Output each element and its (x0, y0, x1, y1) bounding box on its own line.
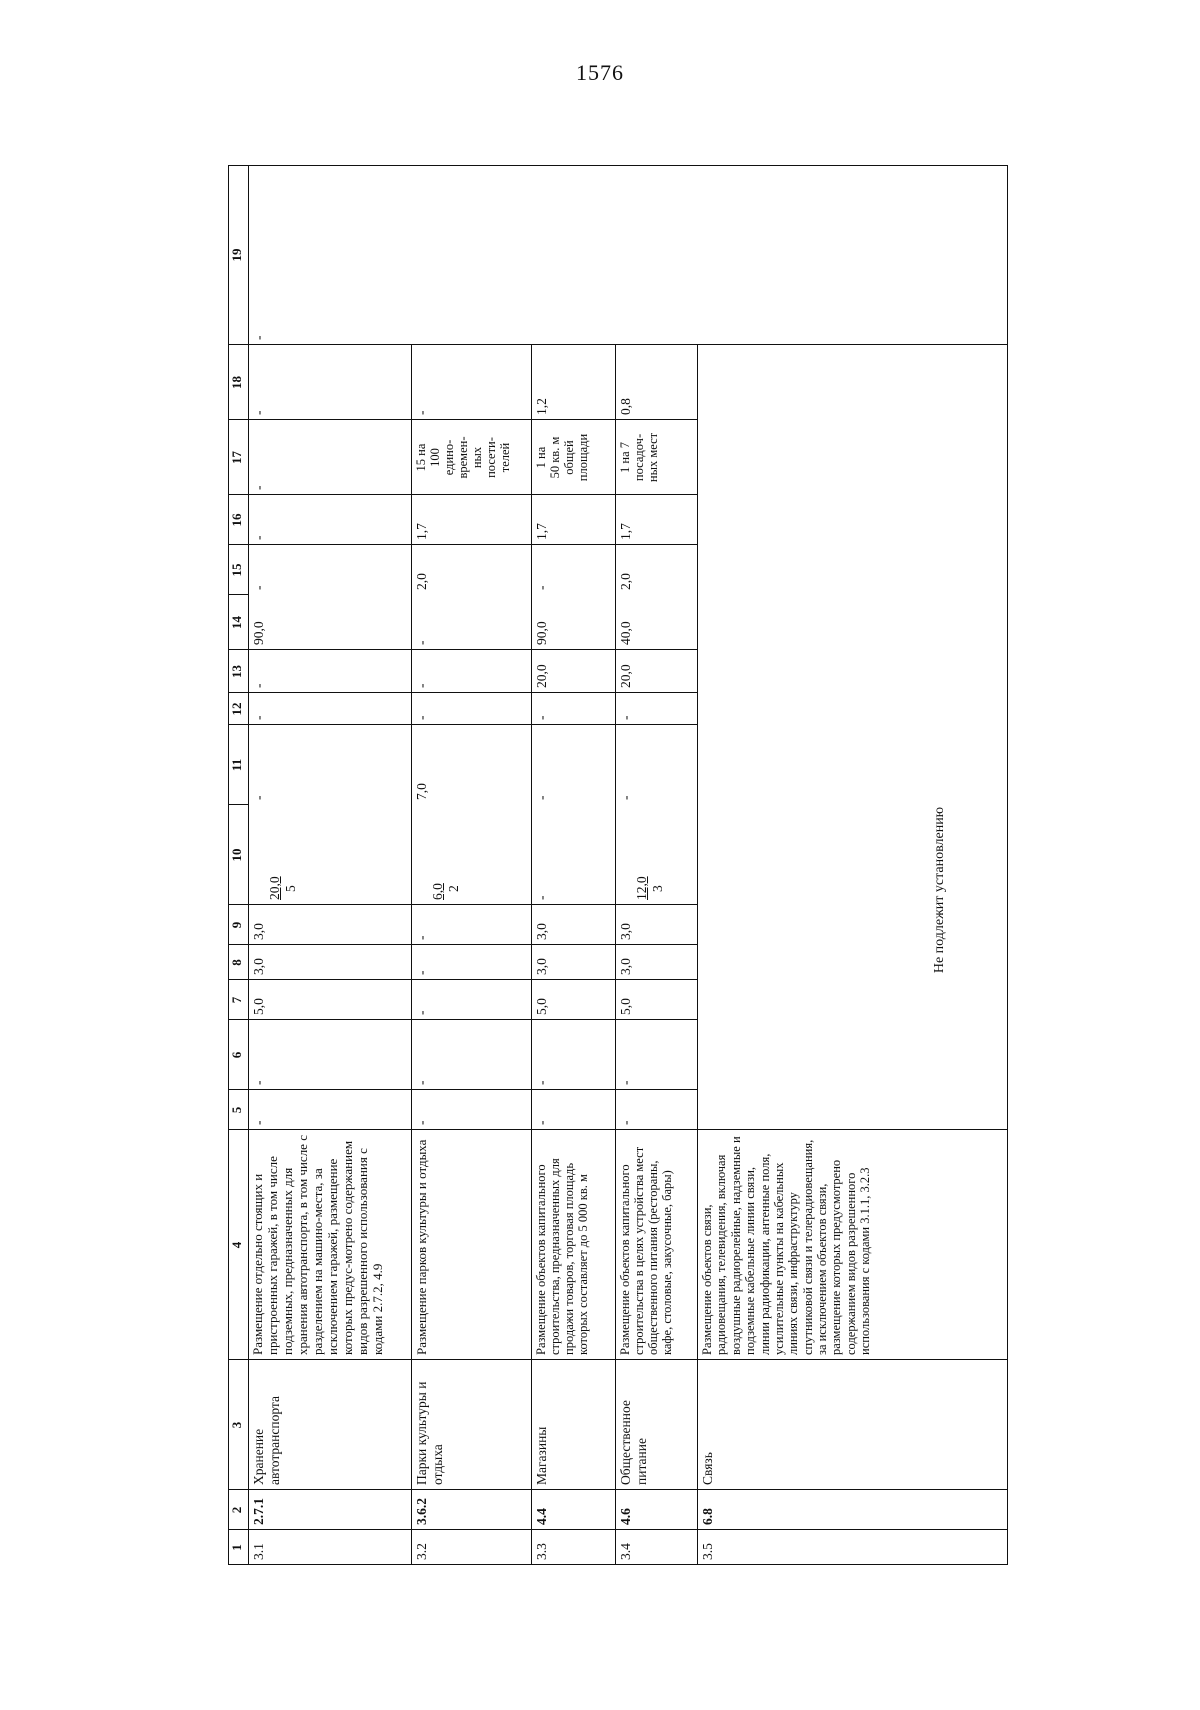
row-3-2-c10-numerator: 6,0 (430, 883, 446, 900)
table-border-right (228, 165, 1008, 166)
page-number: 1576 (576, 60, 624, 85)
row-3-1-c9: 3,0 (251, 923, 266, 940)
row-3-4-c10-numerator: 12,0 (634, 876, 650, 900)
row-3-1-c10 (248, 805, 411, 905)
row-3-3-num: 3.3 (534, 1543, 549, 1560)
header-col-6: 6 (229, 1051, 244, 1059)
row-3-2-c5: - (414, 1120, 429, 1125)
header-col-9: 9 (229, 921, 244, 929)
row-3-1-c7: 5,0 (251, 998, 266, 1015)
col-divider-11 (228, 724, 697, 725)
row-3-4-c9: 3,0 (618, 923, 633, 940)
row-3-3-c16: 1,7 (534, 523, 549, 540)
row-3-4-c10-denominator: 3 (650, 885, 666, 892)
row-3-2-c12: - (414, 715, 429, 720)
row-3-4-c7: 5,0 (618, 998, 633, 1015)
col-divider-12 (228, 692, 697, 693)
row-3-5-merged-note: Не подлежит установлению (932, 806, 947, 974)
row-3-3-c10: - (534, 895, 549, 900)
row-3-1-c18: - (251, 410, 266, 415)
header-col-11: 11 (229, 758, 244, 772)
row-3-1-description: Размещение отдельно стоящих и пристроенных гаражей, в том числе подземных, предназначенных для хранения автотранспорта, в том числе с разделением на машино-места, за исключением гаражей, размещение которых предус-мотрено содержанием видов разрешенного использования с кодами 2.7.2, 4.9 (250, 1135, 385, 1355)
row-3-5-description: Размещение объектов связи, радиовещания, телевидения, включая воздушные радиорелейные, надземные и подземные кабельные линии связи, линии радиофикации, антенные поля, усилительные пункты на кабельных линиях связи, инфраструктуру спутниковой связи и телерадиовещания, за исключением объектов связи, размещение которых предусмотрено содержанием видов разрешенного использования с кодами 3.1.1, 3.2.3 (700, 1136, 873, 1355)
row-divider-3-2 (531, 345, 532, 1565)
header-col-1: 1 (229, 1544, 244, 1551)
row-3-5-num: 3.5 (700, 1543, 715, 1560)
row-3-1-num: 3.1 (251, 1543, 266, 1560)
row-3-4-c11: - (618, 795, 633, 800)
header-col-17: 17 (229, 451, 244, 464)
row-3-3-c8: 3,0 (534, 958, 549, 975)
row-3-3-c11: - (534, 795, 549, 800)
row-3-3-description: Размещение объектов капитального строительства, предназначенных для продажи товаров, торговая площадь которых составляет до 5 000 кв. м (534, 1158, 590, 1355)
col-divider-3 (228, 1359, 1008, 1360)
row-3-3-c6: - (534, 1080, 549, 1085)
row-3-4-num: 3.4 (618, 1543, 633, 1560)
row-3-1-c16: - (251, 535, 266, 540)
col-divider-4 (228, 1129, 1008, 1130)
row-3-4-c12: - (618, 715, 633, 720)
header-col-4: 4 (229, 1241, 244, 1249)
col-divider-2 (228, 1489, 1008, 1490)
row-3-2-c17: 15 на 100 едино- времен- ных посети- телей (414, 436, 512, 479)
col-divider-1 (228, 1529, 1008, 1530)
row-3-1-c10-denominator: 5 (283, 885, 299, 892)
row-3-3-c17: 1 на 50 кв. м общей площади (534, 433, 590, 482)
row-3-3-c13: 20,0 (534, 664, 549, 688)
header-col-12: 12 (229, 702, 244, 716)
row-3-2-c15: 2,0 (414, 573, 429, 590)
row-divider-3-1 (411, 345, 412, 1565)
header-col-18: 18 (229, 376, 244, 389)
header-col-7: 7 (229, 996, 244, 1004)
row-3-4-c14: 40,0 (618, 621, 633, 645)
table-border-left (228, 1564, 1008, 1565)
header-col-16: 16 (229, 513, 244, 527)
col-divider-7 (228, 979, 697, 980)
col-divider-6 (228, 1019, 697, 1020)
col-divider-13 (228, 649, 697, 650)
row-3-1-c13: - (251, 683, 266, 688)
row-3-4-c17: 1 на 7 посадоч- ных мест (618, 432, 660, 483)
col-17-inner-divider-3-2 (531, 420, 532, 495)
row-3-4-c16: 1,7 (618, 523, 633, 540)
row-3-4-description: Размещение объектов капитального строительства в целях устройства мест общественного питания (рестораны, кафе, столовые, закусочные, бары) (618, 1146, 674, 1355)
row-3-2-name: Парки культуры и отдыха (414, 1381, 446, 1485)
row-3-2-code: 3.6.2 (414, 1498, 429, 1525)
row-3-3-c12: - (534, 715, 549, 720)
header-row-divider (248, 165, 249, 1565)
row-3-1-c19: - (251, 335, 266, 340)
header-col-5: 5 (229, 1106, 244, 1114)
row-3-1-c17: - (251, 485, 266, 490)
header-col-10: 10 (229, 848, 244, 862)
row-3-2-description: Размещение парков культуры и отдыха (414, 1139, 429, 1355)
row-3-1-c11: - (251, 795, 266, 800)
col-divider-9 (228, 904, 697, 905)
row-3-4-c15: 2,0 (618, 573, 633, 590)
table-border-top (228, 165, 229, 1565)
row-3-2-c7: - (414, 1010, 429, 1015)
row-3-1-c6: - (251, 1080, 266, 1085)
row-3-2-c16: 1,7 (414, 523, 429, 540)
header-col-19: 19 (229, 248, 244, 262)
header-col-14: 14 (229, 616, 244, 629)
row-3-4-c5: - (618, 1120, 633, 1125)
row-divider-3-3 (615, 345, 616, 1565)
row-3-1-code: 2.7.1 (251, 1498, 266, 1525)
row-3-3-c15: - (534, 585, 549, 590)
col-divider-10 (228, 804, 248, 805)
row-3-1-c8: 3,0 (251, 958, 266, 975)
row-3-1-c15: - (251, 585, 266, 590)
row-3-2-c11: 7,0 (414, 783, 429, 800)
row-3-2-c8: - (414, 970, 429, 975)
row-3-3-c9: 3,0 (534, 923, 549, 940)
col-13-15-bottom-segment (697, 545, 698, 693)
row-3-3-c7: 5,0 (534, 998, 549, 1015)
row-3-1-c12: - (251, 715, 266, 720)
row-3-4-c8: 3,0 (618, 958, 633, 975)
col-divider-15 (228, 544, 697, 545)
col-divider-8 (228, 944, 697, 945)
row-3-2-c9: - (414, 935, 429, 940)
row-3-2-c14: - (414, 640, 429, 645)
row-3-1-c5: - (251, 1120, 266, 1125)
header-col-2: 2 (229, 1506, 244, 1514)
header-col-13: 13 (229, 665, 244, 678)
row-3-4-c18: 0,8 (618, 398, 633, 415)
row-3-1-name: Хранение автотранспорта (251, 1396, 283, 1485)
row-3-4-name: Общественное питание (618, 1400, 650, 1485)
col-divider-17 (228, 419, 697, 420)
col-5-8-bottom-segment (697, 905, 698, 1130)
col-17-inner-divider-3-4 (697, 420, 698, 495)
col-divider-5 (228, 1089, 697, 1090)
row-3-1-c14: 90,0 (251, 621, 266, 645)
row-3-2-num: 3.2 (414, 1543, 429, 1560)
row-3-3-code: 4.4 (534, 1508, 549, 1525)
col-divider-16 (228, 494, 697, 495)
col-divider-18 (228, 344, 1008, 345)
row-3-2-c10 (411, 805, 531, 905)
row-3-4-c13: 20,0 (618, 664, 633, 688)
row-3-3-c5: - (534, 1120, 549, 1125)
row-3-3-name: Магазины (534, 1426, 549, 1485)
header-col-3: 3 (229, 1421, 244, 1429)
header-col-8: 8 (229, 959, 244, 966)
row-3-4-c10 (615, 805, 697, 905)
row-3-2-c10-denominator: 2 (446, 885, 462, 892)
header-col-15: 15 (229, 563, 244, 577)
row-3-5-code: 6.8 (700, 1508, 715, 1525)
row-3-1-c10-numerator: 20,0 (267, 876, 283, 900)
table-border-bottom (1007, 165, 1008, 1565)
rotated-table (228, 165, 1008, 1565)
row-3-2-c18: - (414, 410, 429, 415)
row-3-4-c6: - (618, 1080, 633, 1085)
row-3-2-c6: - (414, 1080, 429, 1085)
row-3-2-c13: - (414, 683, 429, 688)
row-3-3-c18: 1,2 (534, 398, 549, 415)
row-3-4-code: 4.6 (618, 1508, 633, 1525)
row-3-3-c14: 90,0 (534, 621, 549, 645)
col-17-inner-divider-3-3 (615, 420, 616, 495)
col-divider-14 (228, 594, 248, 595)
row-3-5-name: Связь (700, 1452, 715, 1485)
